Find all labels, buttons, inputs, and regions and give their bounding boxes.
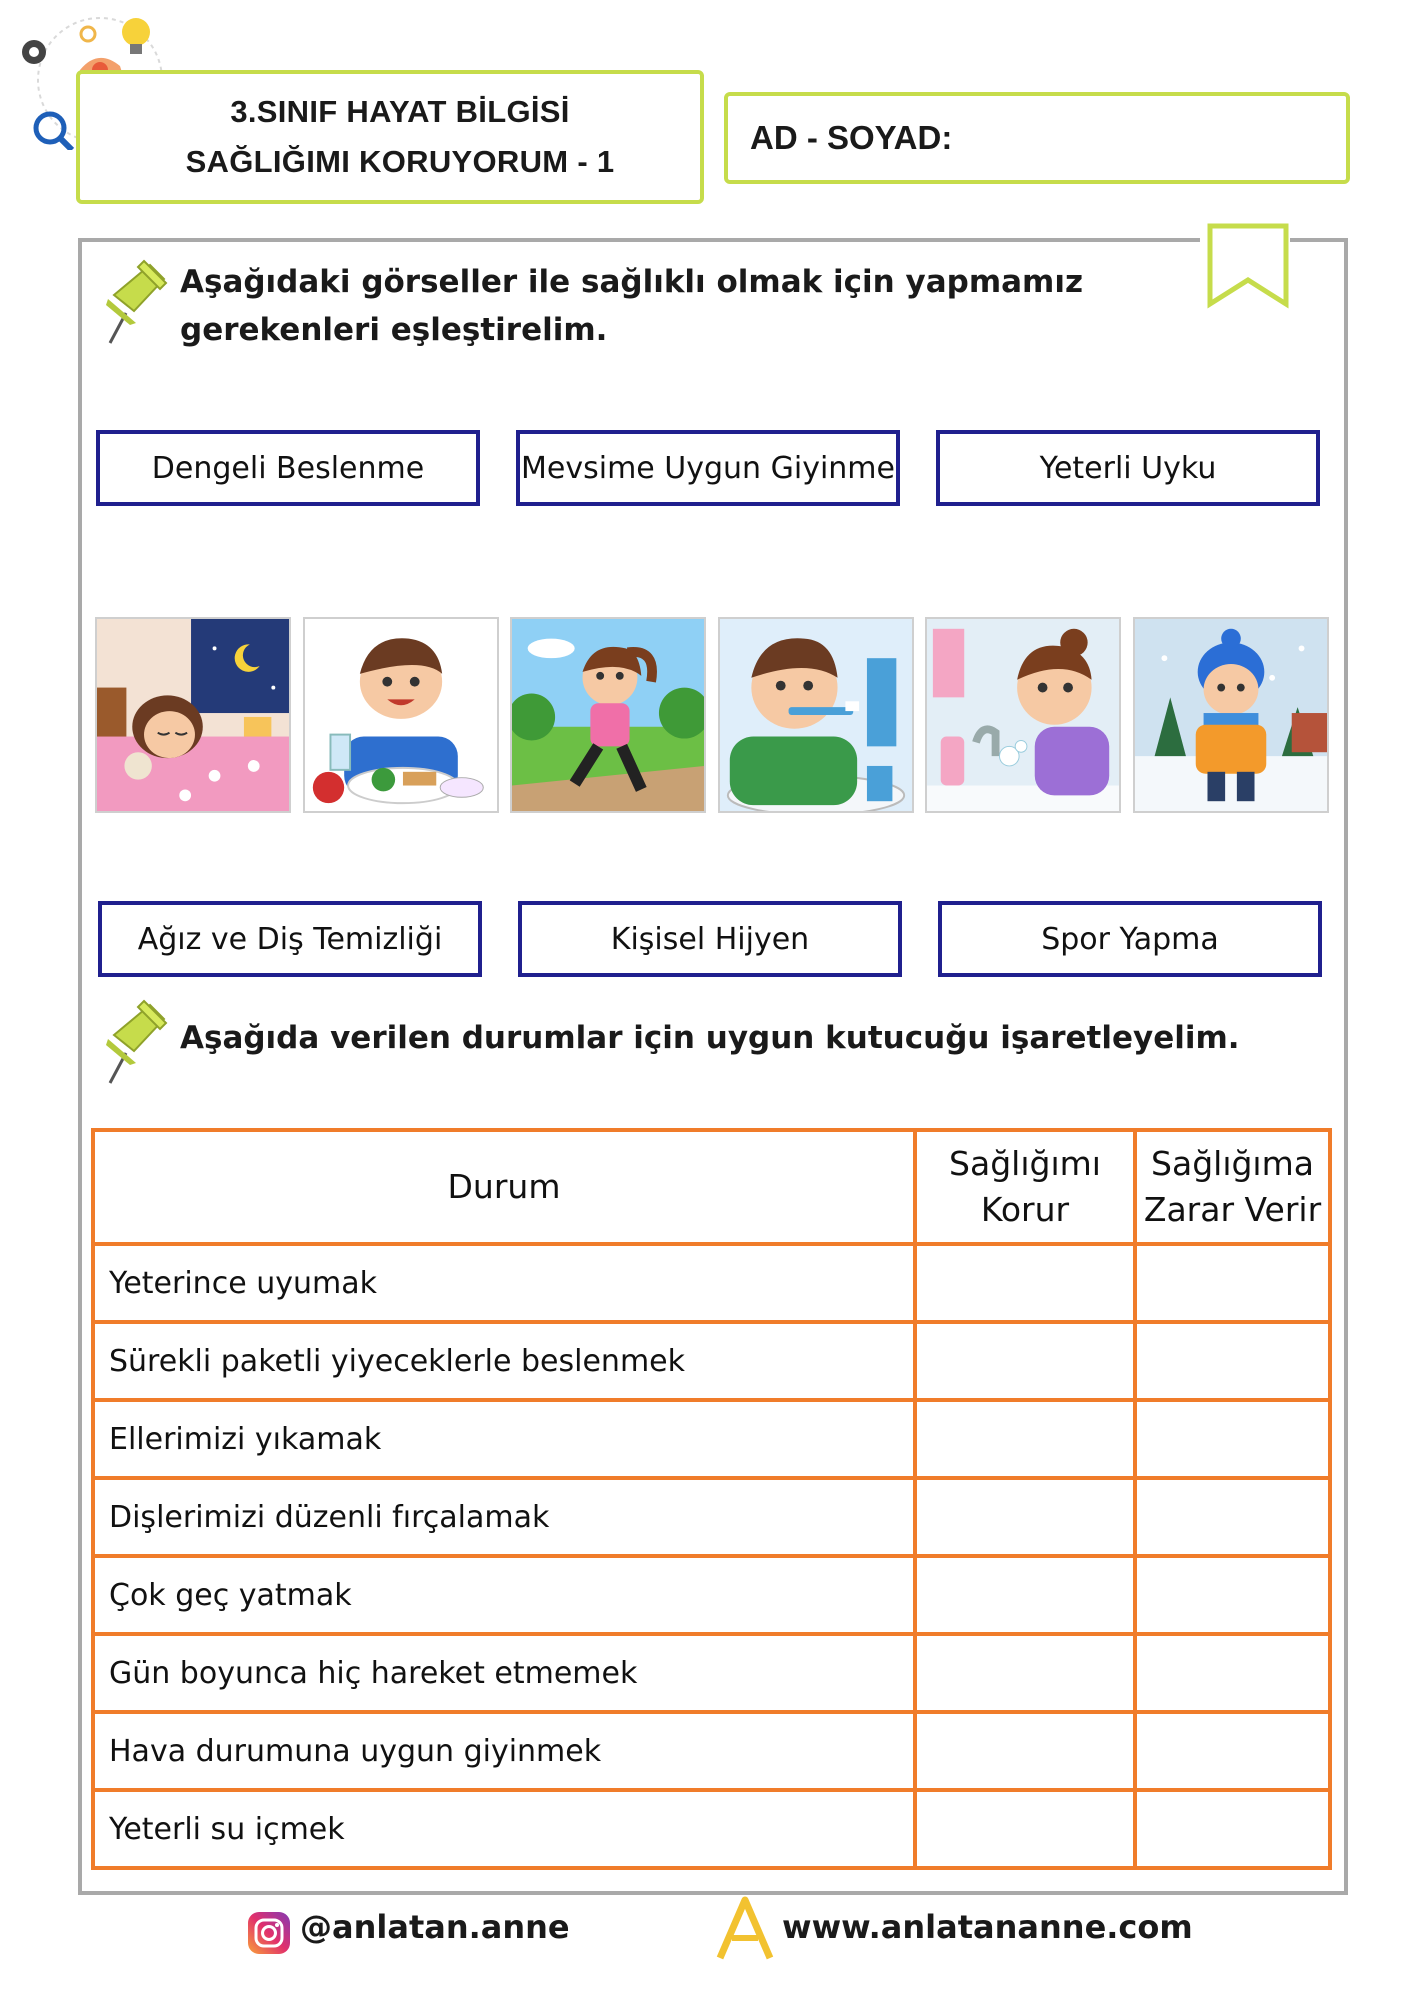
korur-checkbox-cell[interactable] [915, 1712, 1135, 1790]
situation-cell: Ellerimizi yıkamak [93, 1400, 915, 1478]
situation-cell: Hava durumuna uygun giyinmek [93, 1712, 915, 1790]
matching-instruction-line1: Aşağıdaki görseller ile sağlıklı olmak için yapmamız [180, 264, 1084, 300]
sleeping-girl-image[interactable] [95, 617, 291, 813]
table-row [93, 1790, 1330, 1868]
instagram-icon [246, 1910, 292, 1956]
header-sagligima-zarar-verir-text: Sağlığıma Zarar Verir [1143, 1144, 1322, 1229]
bookmark-icon [1206, 222, 1290, 310]
health-situations-table [91, 1128, 1332, 1870]
zarar-checkbox-cell[interactable] [1135, 1322, 1330, 1400]
zarar-checkbox-cell[interactable] [1135, 1400, 1330, 1478]
zarar-checkbox-cell[interactable] [1135, 1556, 1330, 1634]
korur-checkbox-cell[interactable] [915, 1790, 1135, 1868]
korur-checkbox-cell[interactable] [915, 1400, 1135, 1478]
korur-checkbox-cell[interactable] [915, 1244, 1135, 1322]
pushpin-icon [100, 255, 170, 347]
instagram-handle[interactable]: @anlatan.anne [300, 1908, 570, 1946]
table-header-row [93, 1130, 1330, 1244]
header-sagligima-zarar-verir [1135, 1130, 1330, 1244]
handwashing-girl-image[interactable] [925, 617, 1121, 813]
zarar-checkbox-cell[interactable] [1135, 1244, 1330, 1322]
zarar-checkbox-cell[interactable] [1135, 1634, 1330, 1712]
brushing-teeth-boy-image[interactable] [718, 617, 914, 813]
korur-checkbox-cell[interactable] [915, 1478, 1135, 1556]
site-logo-icon [716, 1896, 774, 1960]
worksheet-title-line1: 3.SINIF HAYAT BİLGİSİ [230, 94, 570, 129]
korur-checkbox-cell[interactable] [915, 1634, 1135, 1712]
eating-boy-image[interactable] [303, 617, 499, 813]
checkbox-instruction: Aşağıda verilen durumlar için uygun kutucuğu işaretleyelim. [180, 1020, 1240, 1056]
situation-cell: Sürekli paketli yiyeceklerle beslenmek [93, 1322, 915, 1400]
label-kisisel-hijyen[interactable]: Kişisel Hijyen [518, 901, 902, 977]
table-row [93, 1634, 1330, 1712]
situation-cell: Dişlerimizi düzenli fırçalamak [93, 1478, 915, 1556]
student-name-field[interactable] [724, 92, 1350, 184]
zarar-checkbox-cell[interactable] [1135, 1790, 1330, 1868]
label-mevsime-uygun-giyinme[interactable]: Mevsime Uygun Giyinme [516, 430, 900, 506]
table-row [93, 1478, 1330, 1556]
running-girl-image[interactable] [510, 617, 706, 813]
situation-cell: Gün boyunca hiç hareket etmemek [93, 1634, 915, 1712]
korur-checkbox-cell[interactable] [915, 1322, 1135, 1400]
winter-clothes-boy-image[interactable] [1133, 617, 1329, 813]
table-row [93, 1556, 1330, 1634]
table-row [93, 1400, 1330, 1478]
zarar-checkbox-cell[interactable] [1135, 1712, 1330, 1790]
worksheet-title-box [76, 70, 704, 204]
label-agiz-ve-dis-temizligi[interactable]: Ağız ve Diş Temizliği [98, 901, 482, 977]
situation-cell: Çok geç yatmak [93, 1556, 915, 1634]
zarar-checkbox-cell[interactable] [1135, 1478, 1330, 1556]
label-yeterli-uyku[interactable]: Yeterli Uyku [936, 430, 1320, 506]
table-row [93, 1712, 1330, 1790]
header-sagligimi-korur-text: Sağlığımı Korur [949, 1144, 1101, 1229]
situation-cell: Yeterli su içmek [93, 1790, 915, 1868]
matching-instruction [180, 258, 1083, 354]
matching-instruction-line2: gerekenleri eşleştirelim. [180, 312, 608, 348]
situation-cell: Yeterince uyumak [93, 1244, 915, 1322]
website-link[interactable]: www.anlatananne.com [782, 1908, 1193, 1946]
label-spor-yapma[interactable]: Spor Yapma [938, 901, 1322, 977]
table-row [93, 1322, 1330, 1400]
header-sagligimi-korur [915, 1130, 1135, 1244]
pushpin-icon [100, 995, 170, 1087]
worksheet-title-line2: SAĞLIĞIMI KORUYORUM - 1 [185, 144, 615, 179]
table-row [93, 1244, 1330, 1322]
student-name-label: AD - SOYAD: [750, 119, 953, 156]
korur-checkbox-cell[interactable] [915, 1556, 1135, 1634]
label-dengeli-beslenme[interactable]: Dengeli Beslenme [96, 430, 480, 506]
header-durum: Durum [93, 1130, 915, 1244]
